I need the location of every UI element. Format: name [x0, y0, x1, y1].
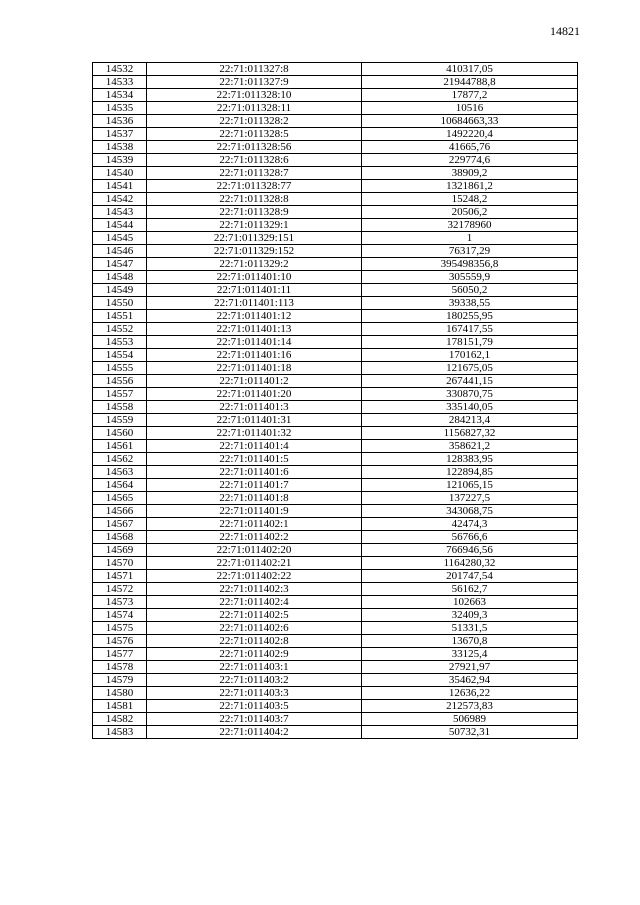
cadastral-number-cell: 22:71:011329:152 [147, 245, 362, 258]
value-cell: 410317,05 [362, 63, 578, 76]
cadastral-number-cell: 22:71:011401:6 [147, 466, 362, 479]
row-number-cell: 14540 [93, 167, 147, 180]
table-row [93, 89, 578, 102]
table-row [93, 76, 578, 89]
cadastral-number-cell: 22:71:011328:6 [147, 154, 362, 167]
row-number-cell: 14537 [93, 128, 147, 141]
value-cell: 180255,95 [362, 310, 578, 323]
value-cell: 10684663,33 [362, 115, 578, 128]
cadastral-number-cell: 22:71:011401:9 [147, 505, 362, 518]
table-row [93, 492, 578, 505]
cadastral-number-cell: 22:71:011403:1 [147, 661, 362, 674]
value-cell: 506989 [362, 713, 578, 726]
value-cell: 39338,55 [362, 297, 578, 310]
row-number-cell: 14575 [93, 622, 147, 635]
value-cell: 15248,2 [362, 193, 578, 206]
value-cell: 33125,4 [362, 648, 578, 661]
row-number-cell: 14578 [93, 661, 147, 674]
cadastral-number-cell: 22:71:011402:20 [147, 544, 362, 557]
table-row [93, 440, 578, 453]
row-number-cell: 14535 [93, 102, 147, 115]
table-row [93, 297, 578, 310]
cadastral-number-cell: 22:71:011402:5 [147, 609, 362, 622]
cadastral-number-cell: 22:71:011402:2 [147, 531, 362, 544]
cadastral-number-cell: 22:71:011401:113 [147, 297, 362, 310]
table-row [93, 284, 578, 297]
value-cell: 42474,3 [362, 518, 578, 531]
value-cell: 212573,83 [362, 700, 578, 713]
table-row [93, 232, 578, 245]
table-row [93, 362, 578, 375]
table-row [93, 180, 578, 193]
table-row [93, 453, 578, 466]
row-number-cell: 14561 [93, 440, 147, 453]
table-row [93, 193, 578, 206]
value-cell: 1321861,2 [362, 180, 578, 193]
value-cell: 128383,95 [362, 453, 578, 466]
cadastral-number-cell: 22:71:011328:9 [147, 206, 362, 219]
row-number-cell: 14565 [93, 492, 147, 505]
table-row [93, 531, 578, 544]
cadastral-number-cell: 22:71:011401:7 [147, 479, 362, 492]
table-row [93, 271, 578, 284]
value-cell: 56162,7 [362, 583, 578, 596]
row-number-cell: 14551 [93, 310, 147, 323]
table-row [93, 505, 578, 518]
value-cell: 1164280,32 [362, 557, 578, 570]
cadastral-number-cell: 22:71:011402:3 [147, 583, 362, 596]
cadastral-number-cell: 22:71:011402:8 [147, 635, 362, 648]
cadastral-number-cell: 22:71:011402:4 [147, 596, 362, 609]
cadastral-number-cell: 22:71:011328:7 [147, 167, 362, 180]
value-cell: 284213,4 [362, 414, 578, 427]
value-cell: 13670,8 [362, 635, 578, 648]
table-body [93, 63, 578, 739]
table-row [93, 557, 578, 570]
cadastral-value-table [92, 62, 578, 739]
value-cell: 178151,79 [362, 336, 578, 349]
value-cell: 167417,55 [362, 323, 578, 336]
table-row [93, 544, 578, 557]
table-row [93, 726, 578, 739]
cadastral-number-cell: 22:71:011401:13 [147, 323, 362, 336]
table-row [93, 167, 578, 180]
table-row [93, 479, 578, 492]
value-cell: 343068,75 [362, 505, 578, 518]
cadastral-number-cell: 22:71:011328:56 [147, 141, 362, 154]
table-row [93, 414, 578, 427]
value-cell: 121065,15 [362, 479, 578, 492]
value-cell: 267441,15 [362, 375, 578, 388]
cadastral-number-cell: 22:71:011401:10 [147, 271, 362, 284]
table-row [93, 427, 578, 440]
row-number-cell: 14549 [93, 284, 147, 297]
value-cell: 27921,97 [362, 661, 578, 674]
table-row [93, 245, 578, 258]
value-cell: 102663 [362, 596, 578, 609]
value-cell: 41665,76 [362, 141, 578, 154]
table-row [93, 583, 578, 596]
row-number-cell: 14556 [93, 375, 147, 388]
table-row [93, 700, 578, 713]
value-cell: 35462,94 [362, 674, 578, 687]
cadastral-number-cell: 22:71:011401:32 [147, 427, 362, 440]
row-number-cell: 14543 [93, 206, 147, 219]
table-row [93, 635, 578, 648]
value-cell: 32409,3 [362, 609, 578, 622]
value-cell: 17877,2 [362, 89, 578, 102]
cadastral-number-cell: 22:71:011402:21 [147, 557, 362, 570]
row-number-cell: 14548 [93, 271, 147, 284]
table-row [93, 674, 578, 687]
value-cell: 229774,6 [362, 154, 578, 167]
cadastral-number-cell: 22:71:011328:10 [147, 89, 362, 102]
table-row [93, 518, 578, 531]
row-number-cell: 14546 [93, 245, 147, 258]
cadastral-number-cell: 22:71:011401:2 [147, 375, 362, 388]
table-row [93, 128, 578, 141]
cadastral-number-cell: 22:71:011327:9 [147, 76, 362, 89]
row-number-cell: 14552 [93, 323, 147, 336]
cadastral-number-cell: 22:71:011327:8 [147, 63, 362, 76]
row-number-cell: 14534 [93, 89, 147, 102]
row-number-cell: 14582 [93, 713, 147, 726]
table-row [93, 401, 578, 414]
value-cell: 1 [362, 232, 578, 245]
value-cell: 50732,31 [362, 726, 578, 739]
value-cell: 21944788,8 [362, 76, 578, 89]
row-number-cell: 14553 [93, 336, 147, 349]
row-number-cell: 14562 [93, 453, 147, 466]
row-number-cell: 14574 [93, 609, 147, 622]
row-number-cell: 14570 [93, 557, 147, 570]
row-number-cell: 14559 [93, 414, 147, 427]
value-cell: 137227,5 [362, 492, 578, 505]
value-cell: 1492220,4 [362, 128, 578, 141]
row-number-cell: 14580 [93, 687, 147, 700]
cadastral-number-cell: 22:71:011328:11 [147, 102, 362, 115]
row-number-cell: 14558 [93, 401, 147, 414]
value-cell: 12636,22 [362, 687, 578, 700]
row-number-cell: 14550 [93, 297, 147, 310]
table-row [93, 349, 578, 362]
cadastral-number-cell: 22:71:011401:12 [147, 310, 362, 323]
value-cell: 51331,5 [362, 622, 578, 635]
table-row [93, 336, 578, 349]
page-number: 14821 [550, 24, 580, 38]
row-number-cell: 14573 [93, 596, 147, 609]
value-cell: 32178960 [362, 219, 578, 232]
row-number-cell: 14533 [93, 76, 147, 89]
cadastral-number-cell: 22:71:011402:6 [147, 622, 362, 635]
row-number-cell: 14557 [93, 388, 147, 401]
value-cell: 330870,75 [362, 388, 578, 401]
cadastral-number-cell: 22:71:011403:2 [147, 674, 362, 687]
row-number-cell: 14572 [93, 583, 147, 596]
cadastral-number-cell: 22:71:011401:3 [147, 401, 362, 414]
table-row [93, 258, 578, 271]
value-cell: 76317,29 [362, 245, 578, 258]
value-cell: 358621,2 [362, 440, 578, 453]
cadastral-number-cell: 22:71:011328:5 [147, 128, 362, 141]
row-number-cell: 14579 [93, 674, 147, 687]
cadastral-number-cell: 22:71:011401:18 [147, 362, 362, 375]
table-row [93, 466, 578, 479]
cadastral-number-cell: 22:71:011328:8 [147, 193, 362, 206]
table-row [93, 622, 578, 635]
cadastral-number-cell: 22:71:011328:77 [147, 180, 362, 193]
table-row [93, 609, 578, 622]
table-row [93, 219, 578, 232]
row-number-cell: 14567 [93, 518, 147, 531]
row-number-cell: 14554 [93, 349, 147, 362]
cadastral-number-cell: 22:71:011401:16 [147, 349, 362, 362]
row-number-cell: 14541 [93, 180, 147, 193]
table-row [93, 661, 578, 674]
value-cell: 122894,85 [362, 466, 578, 479]
row-number-cell: 14536 [93, 115, 147, 128]
row-number-cell: 14576 [93, 635, 147, 648]
cadastral-number-cell: 22:71:011401:31 [147, 414, 362, 427]
value-cell: 170162,1 [362, 349, 578, 362]
row-number-cell: 14545 [93, 232, 147, 245]
row-number-cell: 14566 [93, 505, 147, 518]
cadastral-number-cell: 22:71:011402:1 [147, 518, 362, 531]
table-row [93, 206, 578, 219]
row-number-cell: 14569 [93, 544, 147, 557]
value-cell: 305559,9 [362, 271, 578, 284]
table-row [93, 141, 578, 154]
table-row [93, 115, 578, 128]
value-cell: 335140,05 [362, 401, 578, 414]
value-cell: 56050,2 [362, 284, 578, 297]
table-row [93, 102, 578, 115]
value-cell: 10516 [362, 102, 578, 115]
cadastral-number-cell: 22:71:011401:8 [147, 492, 362, 505]
row-number-cell: 14547 [93, 258, 147, 271]
cadastral-number-cell: 22:71:011401:4 [147, 440, 362, 453]
table-row [93, 687, 578, 700]
value-cell: 1156827,32 [362, 427, 578, 440]
value-cell: 56766,6 [362, 531, 578, 544]
table-row [93, 154, 578, 167]
table-row [93, 596, 578, 609]
cadastral-number-cell: 22:71:011401:5 [147, 453, 362, 466]
row-number-cell: 14542 [93, 193, 147, 206]
table-row [93, 388, 578, 401]
row-number-cell: 14564 [93, 479, 147, 492]
row-number-cell: 14568 [93, 531, 147, 544]
row-number-cell: 14560 [93, 427, 147, 440]
cadastral-number-cell: 22:71:011328:2 [147, 115, 362, 128]
row-number-cell: 14563 [93, 466, 147, 479]
cadastral-number-cell: 22:71:011402:9 [147, 648, 362, 661]
row-number-cell: 14581 [93, 700, 147, 713]
value-cell: 20506,2 [362, 206, 578, 219]
row-number-cell: 14544 [93, 219, 147, 232]
table-row [93, 63, 578, 76]
table-row [93, 323, 578, 336]
cadastral-number-cell: 22:71:011329:151 [147, 232, 362, 245]
cadastral-number-cell: 22:71:011401:11 [147, 284, 362, 297]
cadastral-number-cell: 22:71:011401:20 [147, 388, 362, 401]
cadastral-number-cell: 22:71:011402:22 [147, 570, 362, 583]
cadastral-number-cell: 22:71:011403:3 [147, 687, 362, 700]
cadastral-number-cell: 22:71:011401:14 [147, 336, 362, 349]
cadastral-number-cell: 22:71:011403:7 [147, 713, 362, 726]
row-number-cell: 14583 [93, 726, 147, 739]
table-row [93, 648, 578, 661]
row-number-cell: 14539 [93, 154, 147, 167]
table-row [93, 310, 578, 323]
value-cell: 395498356,8 [362, 258, 578, 271]
value-cell: 766946,56 [362, 544, 578, 557]
cadastral-number-cell: 22:71:011404:2 [147, 726, 362, 739]
row-number-cell: 14538 [93, 141, 147, 154]
value-cell: 121675,05 [362, 362, 578, 375]
value-cell: 201747,54 [362, 570, 578, 583]
row-number-cell: 14555 [93, 362, 147, 375]
cadastral-number-cell: 22:71:011329:1 [147, 219, 362, 232]
row-number-cell: 14532 [93, 63, 147, 76]
table-row [93, 570, 578, 583]
table-row [93, 375, 578, 388]
table-row [93, 713, 578, 726]
row-number-cell: 14571 [93, 570, 147, 583]
value-cell: 38909,2 [362, 167, 578, 180]
cadastral-number-cell: 22:71:011329:2 [147, 258, 362, 271]
row-number-cell: 14577 [93, 648, 147, 661]
cadastral-number-cell: 22:71:011403:5 [147, 700, 362, 713]
